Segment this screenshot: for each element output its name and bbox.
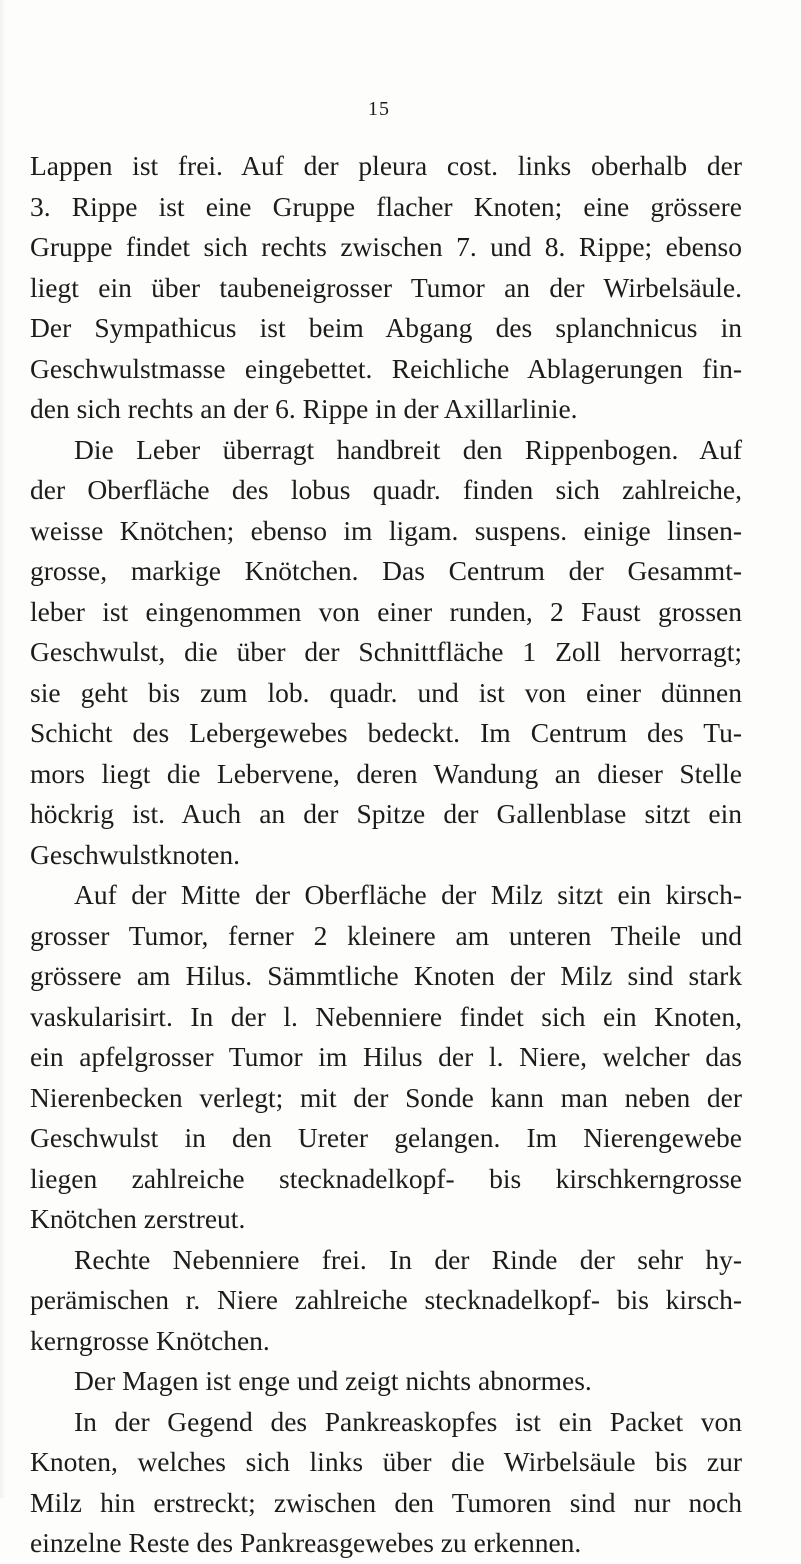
body-text: [30, 146, 742, 1564]
text-line: ein apfelgrosser Tumor im Hilus der l. Niere, welcher das: [30, 1041, 742, 1072]
text-line: Der Sympathicus ist beim Abgang des splanchnicus in: [30, 312, 742, 343]
text-line: Milz hin erstreckt; zwischen den Tumoren sind nur noch: [30, 1486, 742, 1518]
text-line: vaskularisirt. In der l. Nebenniere findet sich ein Knoten,: [30, 1000, 742, 1032]
scan-edge: [0, 0, 6, 1498]
text-line: den sich rechts an der 6. Rippe in der Axillarlinie.: [30, 393, 578, 424]
text-line: sie geht bis zum lob. quadr. und ist von einer dünnen: [30, 676, 742, 708]
text-line: Rechte Nebenniere frei. In der Rinde der sehr hy-: [74, 1243, 742, 1275]
text-line: perämischen r. Niere zahlreiche stecknadelkopf- bis kirsch-: [30, 1284, 742, 1315]
text-line: grössere am Hilus. Sämmtliche Knoten der Milz sind stark: [30, 960, 742, 991]
text-line: Geschwulstknoten.: [30, 838, 241, 870]
text-line: grosse, markige Knötchen. Das Centrum der Gesammt-: [30, 555, 742, 586]
text-line: Die Leber überragt handbreit den Rippenbogen. Auf: [74, 433, 742, 465]
page-number: 15: [368, 98, 390, 120]
text-line: grosser Tumor, ferner 2 kleinere am unteren Theile und: [30, 919, 742, 951]
text-line: Auf der Mitte der Oberfläche der Milz sitzt ein kirsch-: [74, 879, 742, 910]
text-line: Nierenbecken verlegt; mit der Sonde kann man neben der: [30, 1081, 742, 1113]
text-line: Knoten, welches sich links über die Wirbelsäule bis zur: [30, 1446, 742, 1477]
text-line: Knötchen zerstreut.: [30, 1203, 246, 1234]
text-line: der Oberfläche des lobus quadr. finden sich zahlreiche,: [30, 474, 742, 505]
text-line: 3. Rippe ist eine Gruppe flacher Knoten; eine grössere: [30, 190, 742, 222]
text-line: mors liegt die Lebervene, deren Wandung an dieser Stelle: [30, 757, 742, 789]
text-line: Geschwulst, die über der Schnittfläche 1 Zoll hervorragt;: [30, 636, 742, 667]
text-line: leber ist eingenommen von einer runden, 2 Faust grossen: [30, 595, 742, 627]
text-line: weisse Knötchen; ebenso im ligam. suspens. einige linsen-: [30, 514, 742, 546]
text-line: einzelne Reste des Pankreasgewebes zu erkennen.: [30, 1527, 582, 1558]
text-line: liegt ein über taubeneigrosser Tumor an der Wirbelsäule.: [30, 271, 742, 303]
text-line: kerngrosse Knötchen.: [30, 1324, 270, 1356]
text-line: In der Gegend des Pankreaskopfes ist ein Packet von: [74, 1405, 742, 1437]
text-line: Schicht des Lebergewebes bedeckt. Im Centrum des Tu-: [30, 717, 742, 748]
text-line: Gruppe findet sich rechts zwischen 7. und 8. Rippe; ebenso: [30, 231, 742, 262]
text-line: Geschwulst in den Ureter gelangen. Im Nierengewebe: [30, 1122, 742, 1153]
text-line: Geschwulstmasse eingebettet. Reichliche Ablagerungen fin-: [30, 352, 742, 384]
text-line: Der Magen ist enge und zeigt nichts abnormes.: [74, 1365, 592, 1396]
text-line: höckrig ist. Auch an der Spitze der Gallenblase sitzt ein: [30, 798, 742, 829]
text-line: Lappen ist frei. Auf der pleura cost. links oberhalb der: [30, 150, 742, 181]
text-line: liegen zahlreiche stecknadelkopf- bis kirschkerngrosse: [30, 1162, 742, 1194]
